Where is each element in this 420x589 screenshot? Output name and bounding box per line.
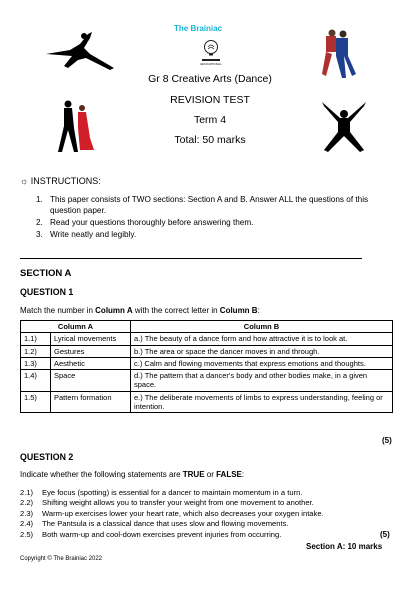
question-1-instruction xyxy=(20,306,260,315)
item-number: 2.3) xyxy=(20,508,34,518)
q2-false-word: FALSE xyxy=(216,470,242,479)
list-item xyxy=(20,498,400,508)
list-item xyxy=(20,519,400,529)
q1-instr-mid: with the correct letter in xyxy=(132,306,220,315)
row-number: 1.3) xyxy=(21,357,51,369)
list-item xyxy=(20,509,400,519)
column-a-cell: Space xyxy=(51,370,131,392)
instruction-item xyxy=(36,217,386,228)
table-row xyxy=(21,357,393,369)
instruction-item xyxy=(36,194,386,216)
column-b-cell: e.) The deliberate movements of limbs to express understanding, feeling or intention. xyxy=(131,391,393,413)
instructions-heading-text: INSTRUCTIONS: xyxy=(30,176,101,186)
item-text: Both warm-up and cool-down exercises prevent injuries from occurring. xyxy=(42,529,282,539)
column-a-cell: Lyrical movements xyxy=(51,333,131,345)
instruction-text: This paper consists of TWO sections: Section A and B. Answer ALL the questions of this question paper. xyxy=(50,195,369,215)
column-a-cell: Gestures xyxy=(51,345,131,357)
item-text: The Pantsula is a classical dance that uses slow and flowing movements. xyxy=(42,519,289,529)
question-2-title: QUESTION 2 xyxy=(20,452,74,462)
instructions-list xyxy=(36,194,386,241)
column-b-cell: b.) The area or space the dancer moves in and through. xyxy=(131,345,393,357)
q1-instr-pre: Match the number in xyxy=(20,306,96,315)
question-2-instruction xyxy=(20,470,244,479)
table-header-row xyxy=(21,321,393,333)
instruction-number: 1. xyxy=(36,195,43,204)
row-number: 1.2) xyxy=(21,345,51,357)
column-a-cell: Pattern formation xyxy=(51,391,131,413)
column-a-header: Column A xyxy=(21,321,131,333)
question-1-marks: (5) xyxy=(382,436,392,445)
instruction-number: 3. xyxy=(36,230,43,239)
q1-col-a-word: Column A xyxy=(95,306,133,315)
brand-name: The Brainiac xyxy=(174,24,223,33)
row-number: 1.5) xyxy=(21,391,51,413)
list-item xyxy=(20,488,400,498)
true-false-list xyxy=(20,488,400,540)
q2-instr-mid: or xyxy=(204,470,217,479)
term-label: Term 4 xyxy=(193,114,227,126)
q1-col-b-word: Column B xyxy=(219,306,258,315)
item-number: 2.1) xyxy=(20,488,34,497)
list-item xyxy=(20,530,400,540)
q2-true-word: TRUE xyxy=(182,470,205,479)
table-row xyxy=(21,370,393,392)
lightbulb-icon: ☼ xyxy=(20,176,29,186)
item-text: Warm-up exercises lower your heart rate, which also decreases your oxygen intake. xyxy=(42,508,324,518)
total-marks: Total: 50 marks xyxy=(174,134,246,146)
table-row xyxy=(21,391,393,413)
section-a-title: SECTION A xyxy=(20,268,72,279)
q1-instr-post: : xyxy=(257,306,260,315)
test-title: REVISION TEST xyxy=(170,94,250,106)
column-b-header: Column B xyxy=(131,321,393,333)
column-b-cell: a.) The beauty of a dance form and how attractive it is to look at. xyxy=(131,333,393,345)
question-1-title: QUESTION 1 xyxy=(20,287,74,297)
q2-instr-post: : xyxy=(241,470,245,479)
item-number: 2.2) xyxy=(20,498,34,508)
instructions-heading xyxy=(20,176,101,186)
leaping-dancer-icon xyxy=(44,28,116,74)
item-text: Eye focus (spotting) is essential for a dancer to maintain momentum in a turn. xyxy=(42,488,303,497)
item-number: 2.4) xyxy=(20,519,34,529)
question-2-marks: (5) xyxy=(380,530,390,539)
logo-text: EDUCATIONAL xyxy=(200,62,222,66)
column-b-cell: d.) The pattern that a dancer's body and other bodies make, in a given space. xyxy=(131,370,393,392)
row-number: 1.1) xyxy=(21,333,51,345)
column-b-cell: c.) Calm and flowing movements that express emotions and thoughts. xyxy=(131,357,393,369)
instruction-text: Read your questions thoroughly before answering them. xyxy=(50,218,254,227)
column-a-cell: Aesthetic xyxy=(51,357,131,369)
item-number: 2.5) xyxy=(20,529,34,539)
copyright: Copyright © The Brainiac 2022 xyxy=(20,556,103,562)
section-a-total: Section A: 10 marks xyxy=(306,542,383,551)
row-number: 1.4) xyxy=(21,370,51,392)
instruction-item xyxy=(36,229,386,240)
instruction-text: Write neatly and legibly. xyxy=(50,230,137,239)
table-row xyxy=(21,333,393,345)
matching-table xyxy=(20,320,393,413)
brainiac-logo-icon xyxy=(196,36,226,66)
divider xyxy=(20,258,362,259)
instruction-number: 2. xyxy=(36,218,43,227)
grade-title: Gr 8 Creative Arts (Dance) xyxy=(148,73,272,85)
q2-instr-pre: Indicate whether the following statements are xyxy=(20,470,183,479)
item-text: Shifting weight allows you to transfer your weight from one movement to another. xyxy=(42,498,314,508)
table-row xyxy=(21,345,393,357)
